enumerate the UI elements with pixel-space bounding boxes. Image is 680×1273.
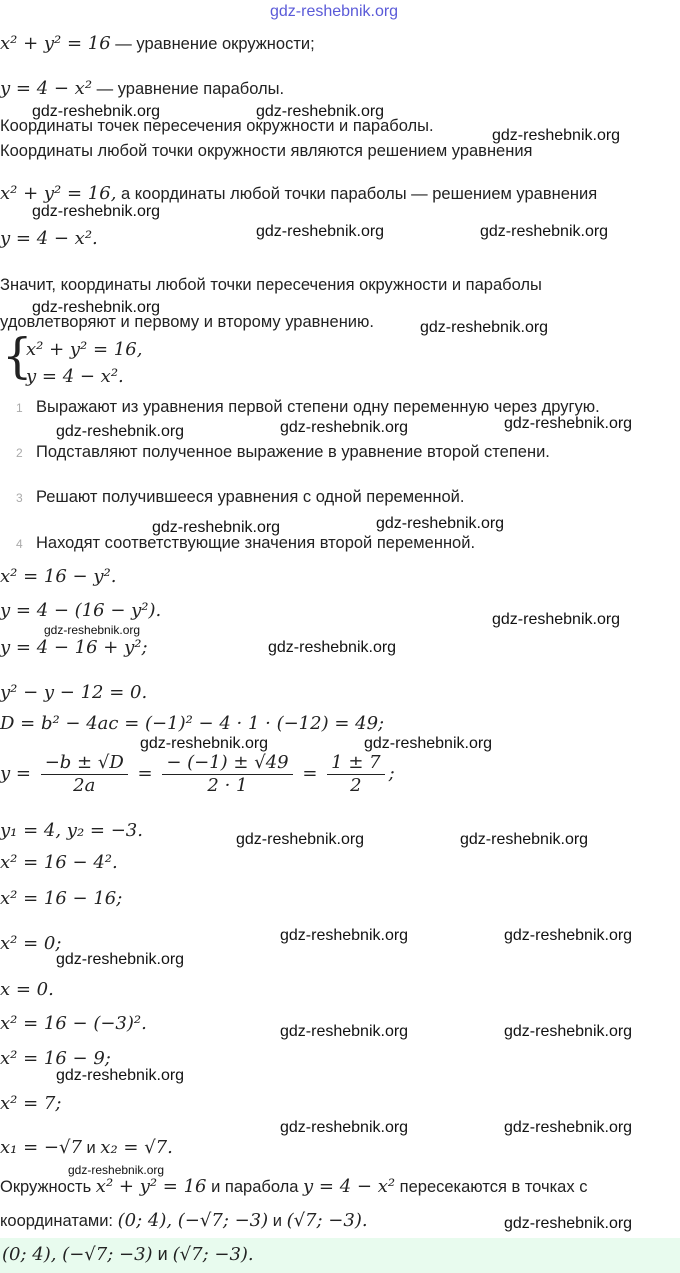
conclusion-points-b: (√7; −3). bbox=[286, 1210, 368, 1231]
step-text: Находят соответствующие значения второй переменной. bbox=[36, 534, 476, 552]
watermark: gdz-reshebnik.org bbox=[504, 1023, 633, 1040]
solution-line: x² = 0; bbox=[0, 933, 62, 954]
any-point-text: Координаты любой точки окружности являются решением уравнения bbox=[0, 142, 533, 160]
watermark: gdz-reshebnik.org bbox=[56, 423, 185, 440]
watermark: gdz-reshebnik.org bbox=[32, 203, 161, 220]
watermark: gdz-reshebnik.org bbox=[280, 1023, 409, 1040]
watermark: gdz-reshebnik.org bbox=[280, 1119, 409, 1136]
watermark: gdz-reshebnik.org bbox=[256, 103, 385, 120]
solution-line: y² − y − 12 = 0. bbox=[0, 682, 148, 703]
therefore-text-2: удовлетворяют и первому и второму уравнению. bbox=[0, 313, 374, 331]
solution-line: x = 0. bbox=[0, 979, 54, 1000]
watermark: gdz-reshebnik.org bbox=[152, 519, 281, 536]
watermark: gdz-reshebnik.org bbox=[32, 299, 161, 316]
watermark: gdz-reshebnik.org bbox=[420, 319, 549, 336]
solution-line: D = b² − 4ac = (−1)² − 4 · 1 · (−12) = 49; bbox=[0, 713, 385, 734]
solution-line: x² = 16 − 4². bbox=[0, 852, 118, 873]
answer-box bbox=[0, 1238, 680, 1273]
step-text: Решают получившееся уравнения с одной переменной. bbox=[36, 488, 465, 506]
solution-line: x² = 16 − 16; bbox=[0, 888, 123, 909]
conclusion-text: и парабола bbox=[206, 1178, 304, 1196]
conclusion-line-2 bbox=[0, 1210, 368, 1232]
parabola-line bbox=[0, 78, 284, 100]
step-text: Подставляют полученное выражение в уравнение второй степени. bbox=[36, 443, 550, 461]
watermark: gdz-reshebnik.org bbox=[480, 223, 609, 240]
watermark: gdz-reshebnik.org bbox=[504, 1119, 633, 1136]
roots-line bbox=[0, 1137, 173, 1159]
root-2: x₂ = √7. bbox=[100, 1137, 173, 1158]
step-number: 1 bbox=[16, 401, 23, 415]
watermark: gdz-reshebnik.org bbox=[268, 639, 397, 656]
and-word: и bbox=[268, 1212, 287, 1230]
fraction-numerator: − (−1) ± √49 bbox=[162, 752, 292, 775]
answer-points-b: (√7; −3). bbox=[172, 1244, 254, 1265]
parabola-label: — уравнение параболы. bbox=[92, 80, 285, 98]
fraction-numerator: 1 ± 7 bbox=[327, 752, 384, 775]
and-word: и bbox=[81, 1139, 101, 1157]
solution-line: y₁ = 4, y₂ = −3. bbox=[0, 820, 143, 841]
watermark: gdz-reshebnik.org bbox=[68, 1163, 165, 1177]
watermark: gdz-reshebnik.org bbox=[280, 419, 409, 436]
solution-line: y = 4 − 16 + y²; bbox=[0, 637, 148, 658]
intersection-title: Координаты точек пересечения окружности и параболы. bbox=[0, 117, 434, 135]
watermark: gdz-reshebnik.org bbox=[32, 103, 161, 120]
solution-line: x² = 16 − y². bbox=[0, 566, 117, 587]
watermark: gdz-reshebnik.org bbox=[460, 831, 589, 848]
watermark: gdz-reshebnik.org bbox=[56, 951, 185, 968]
fraction-substituted bbox=[162, 752, 292, 796]
equation-line bbox=[0, 183, 597, 205]
fraction-general bbox=[41, 752, 128, 796]
fraction-denominator: 2a bbox=[73, 774, 96, 796]
system-brace: { bbox=[2, 328, 33, 384]
conclusion-line-1 bbox=[0, 1176, 587, 1198]
answer-points-a: (0; 4), (−√7; −3) bbox=[2, 1244, 153, 1265]
solution-line: y = 4 − (16 − y²). bbox=[0, 600, 162, 621]
quadratic-formula bbox=[0, 752, 395, 796]
watermark: gdz-reshebnik.org bbox=[44, 623, 141, 637]
conclusion-text: координатами: bbox=[0, 1212, 118, 1230]
step-number: 2 bbox=[16, 446, 23, 460]
fraction-denominator: 2 · 1 bbox=[207, 774, 248, 796]
watermark: gdz-reshebnik.org bbox=[256, 223, 385, 240]
equals-sign: = bbox=[302, 763, 318, 785]
y-equals: y = bbox=[0, 763, 31, 785]
solution-line: x² = 16 − (−3)². bbox=[0, 1013, 147, 1034]
conclusion-text: Окружность bbox=[0, 1178, 96, 1196]
fraction-simplified bbox=[327, 752, 384, 796]
root-1: x₁ = −√7 bbox=[0, 1137, 82, 1158]
semicolon: ; bbox=[388, 763, 395, 785]
and-word: и bbox=[152, 1244, 173, 1264]
watermark: gdz-reshebnik.org bbox=[492, 127, 621, 144]
fraction-denominator: 2 bbox=[350, 774, 362, 796]
solution-line: x² = 7; bbox=[0, 1093, 62, 1114]
fraction-numerator: −b ± √D bbox=[41, 752, 128, 775]
watermark: gdz-reshebnik.org bbox=[236, 831, 365, 848]
conclusion-parabola-eq: y = 4 − x² bbox=[303, 1176, 396, 1197]
conclusion-circle-eq: x² + y² = 16 bbox=[95, 1176, 207, 1197]
circle-line bbox=[0, 33, 315, 55]
y-equation-line bbox=[0, 228, 98, 250]
step-number: 4 bbox=[16, 537, 23, 551]
watermark: gdz-reshebnik.org bbox=[140, 735, 269, 752]
watermark: gdz-reshebnik.org bbox=[56, 1067, 185, 1084]
watermark-top: gdz-reshebnik.org bbox=[270, 3, 399, 20]
equals-sign: = bbox=[137, 763, 153, 785]
step-text: Выражают из уравнения первой степени одну переменную через другую. bbox=[36, 398, 600, 416]
parabola-equation: y = 4 − x² bbox=[0, 78, 93, 99]
solution-line: x² = 16 − 9; bbox=[0, 1048, 111, 1069]
watermark: gdz-reshebnik.org bbox=[492, 611, 621, 628]
circle-equation: x² + y² = 16 bbox=[0, 33, 111, 54]
circle-label: — уравнение окружности; bbox=[110, 35, 315, 53]
circle-equation-inline: x² + y² = 16, bbox=[0, 183, 117, 204]
watermark: gdz-reshebnik.org bbox=[504, 1215, 633, 1232]
parabola-point-text: а координаты любой точки параболы — решением уравнения bbox=[116, 185, 598, 203]
system-eq-1: x² + y² = 16, bbox=[26, 339, 143, 360]
answer-text bbox=[2, 1244, 254, 1265]
step-number: 3 bbox=[16, 491, 23, 505]
system-eq-2: y = 4 − x². bbox=[26, 366, 124, 387]
parabola-equation-inline: y = 4 − x². bbox=[0, 228, 98, 249]
watermark: gdz-reshebnik.org bbox=[376, 515, 505, 532]
therefore-text-1: Значит, координаты любой точки пересечения окружности и параболы bbox=[0, 276, 542, 294]
watermark: gdz-reshebnik.org bbox=[364, 735, 493, 752]
conclusion-points-a: (0; 4), (−√7; −3) bbox=[117, 1210, 269, 1231]
watermark: gdz-reshebnik.org bbox=[504, 927, 633, 944]
watermark: gdz-reshebnik.org bbox=[280, 927, 409, 944]
conclusion-text: пересекаются в точках с bbox=[395, 1178, 588, 1196]
watermark: gdz-reshebnik.org bbox=[504, 415, 633, 432]
